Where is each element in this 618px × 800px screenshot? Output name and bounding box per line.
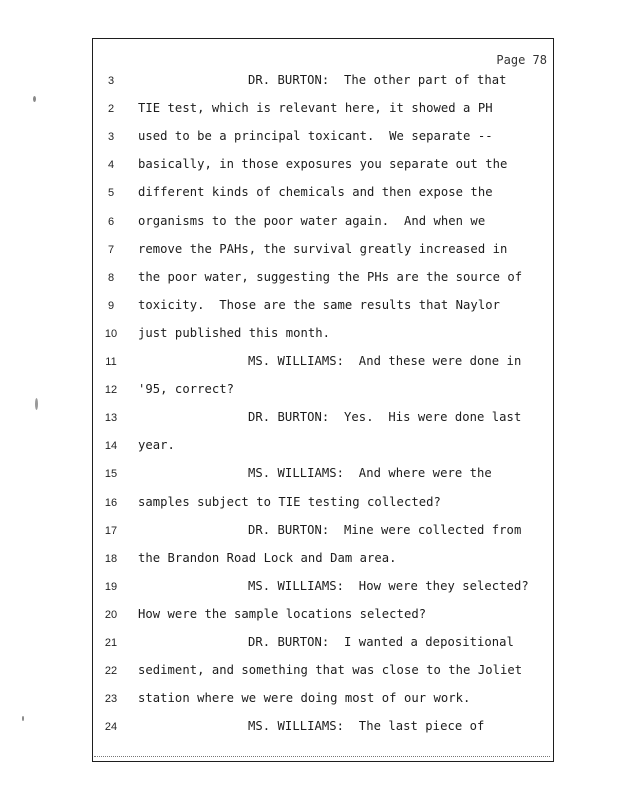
line-text: MS. WILLIAMS: The last piece of	[248, 719, 485, 734]
transcript-line	[93, 242, 555, 262]
line-number: 23	[104, 693, 118, 706]
line-text: used to be a principal toxicant. We separate --	[138, 129, 493, 144]
transcript-line	[93, 663, 555, 683]
line-text: DR. BURTON: I wanted a depositional	[248, 635, 514, 649]
line-text: How were the sample locations selected?	[138, 606, 427, 621]
transcript-line	[93, 551, 555, 571]
transcript-line	[93, 635, 555, 655]
transcript-line	[93, 719, 555, 739]
transcript-line	[93, 157, 555, 177]
line-number: 3	[107, 131, 115, 144]
page-number: Page 78	[496, 53, 547, 67]
line-number: 4	[107, 159, 115, 172]
transcript-line	[93, 298, 555, 318]
line-text: remove the PAHs, the survival greatly increased in	[138, 241, 508, 256]
line-text: MS. WILLIAMS: And these were done in	[248, 354, 522, 368]
line-number: 24	[104, 721, 118, 734]
transcript-line	[93, 607, 555, 627]
line-text: DR. BURTON: Yes. His were done last	[248, 410, 522, 425]
line-text: year.	[138, 438, 175, 453]
line-text: sediment, and something that was close to the Joliet	[138, 663, 523, 678]
transcript-line	[93, 101, 555, 121]
scan-speck	[22, 716, 24, 721]
scan-speck	[33, 96, 36, 102]
line-text: toxicity. Those are the same results that Naylor	[138, 297, 500, 312]
line-number: 5	[107, 187, 115, 200]
line-number: 2	[107, 103, 115, 116]
transcript-line	[93, 579, 555, 599]
transcript-line	[93, 354, 555, 374]
line-number: 17	[104, 524, 118, 537]
line-number: 9	[107, 299, 115, 312]
line-number: 13	[104, 412, 118, 425]
transcript-line	[93, 214, 555, 234]
line-number: 16	[104, 496, 118, 509]
line-number: 15	[104, 468, 118, 481]
scan-artifact-line	[94, 756, 550, 760]
line-number: 22	[104, 665, 118, 678]
line-text: station where we were doing most of our work.	[138, 691, 471, 706]
line-number: 12	[104, 384, 118, 397]
line-number: 10	[104, 327, 118, 340]
line-text: DR. BURTON: The other part of that	[248, 73, 507, 87]
line-number: 19	[104, 580, 118, 593]
line-number: 7	[107, 243, 115, 256]
line-number: 6	[107, 215, 115, 228]
line-text: DR. BURTON: Mine were collected from	[248, 522, 522, 537]
line-number: 14	[104, 440, 118, 453]
transcript-line	[93, 438, 555, 458]
transcript-line	[93, 270, 555, 290]
line-text: MS. WILLIAMS: How were they selected?	[248, 578, 529, 593]
scan-speck	[35, 398, 38, 410]
transcript-page	[92, 38, 554, 762]
line-number: 18	[104, 552, 118, 565]
transcript-line	[93, 691, 555, 711]
transcript-line	[93, 410, 555, 430]
line-text: different kinds of chemicals and then expose the	[138, 185, 493, 200]
transcript-line	[93, 185, 555, 205]
line-text: basically, in those exposures you separate out the	[138, 157, 508, 172]
line-text: organisms to the poor water again. And when we	[138, 213, 486, 228]
line-text: samples subject to TIE testing collected?	[138, 494, 441, 509]
line-number: 11	[105, 356, 117, 368]
transcript-line	[93, 466, 555, 486]
line-text: the poor water, suggesting the PHs are the source of	[138, 269, 523, 284]
line-text: just published this month.	[138, 325, 331, 340]
line-text: '95, correct?	[138, 382, 235, 397]
line-number: 20	[104, 608, 118, 621]
transcript-line	[93, 523, 555, 543]
line-number: 21	[104, 637, 118, 649]
transcript-line	[93, 495, 555, 515]
transcript-line	[93, 382, 555, 402]
line-number: 8	[107, 271, 115, 284]
line-text: the Brandon Road Lock and Dam area.	[138, 550, 397, 565]
line-text: TIE test, which is relevant here, it showed a PH	[138, 101, 493, 116]
line-number: 3	[107, 75, 115, 87]
transcript-line	[93, 129, 555, 149]
transcript-line	[93, 326, 555, 346]
line-text: MS. WILLIAMS: And where were the	[248, 466, 492, 481]
transcript-line	[93, 73, 555, 93]
